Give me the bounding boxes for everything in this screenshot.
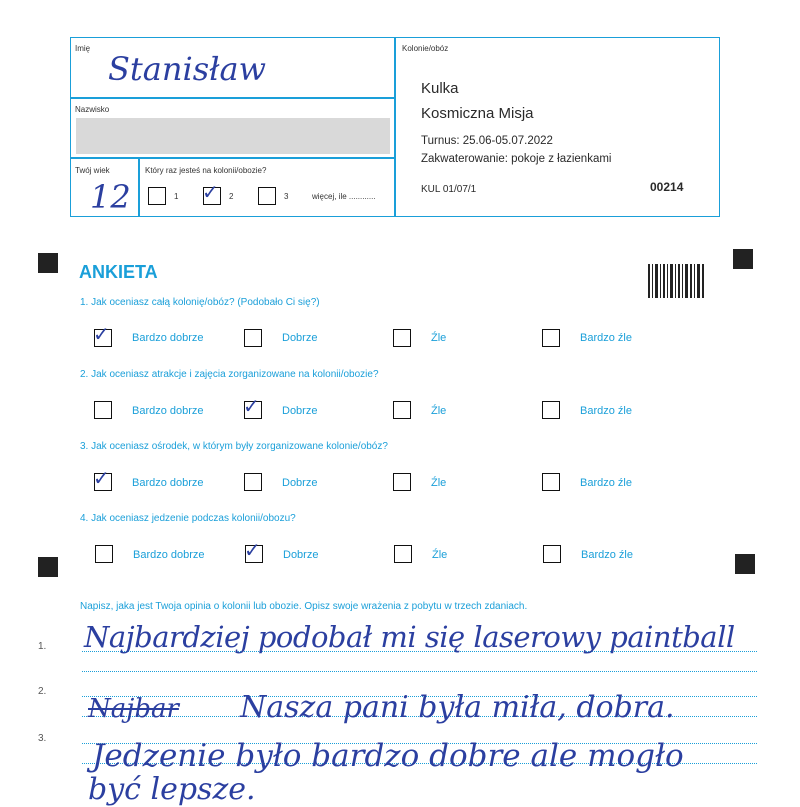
line-number: 2. xyxy=(38,686,47,697)
q2-option-label: Źle xyxy=(431,405,447,417)
wiecej-label: więcej, ile ............ xyxy=(312,192,376,201)
q2-dobrze-checkbox[interactable] xyxy=(243,394,262,419)
q1-bardzo-dobrze-checkbox[interactable] xyxy=(93,322,112,347)
header-row-line xyxy=(70,97,395,99)
ktory-raz-option-2: 2 xyxy=(229,192,234,201)
q3-option-label: Bardzo źle xyxy=(580,477,632,489)
opinion-line-3[interactable]: Jedzenie było bardzo dobre ale mogło xyxy=(92,738,684,774)
form-number: 00214 xyxy=(650,180,684,194)
q2-bardzo-dobrze-checkbox[interactable] xyxy=(94,401,112,419)
q2-zle-checkbox[interactable] xyxy=(393,401,411,419)
imie-label: Imię xyxy=(75,44,91,53)
ktory-raz-label: Który raz jesteś na kolonii/obozie? xyxy=(145,166,267,175)
q1-zle-checkbox[interactable] xyxy=(393,329,411,347)
wiek-label: Twój wiek xyxy=(75,166,110,175)
header-divider xyxy=(394,37,396,217)
ktory-raz-option-3: 3 xyxy=(284,192,289,201)
check-mark-icon: ✓ xyxy=(93,322,110,346)
barcode-icon xyxy=(648,264,704,298)
q4-option-label: Źle xyxy=(432,549,448,561)
turnus: Turnus: 25.06-05.07.2022 xyxy=(421,135,553,147)
opinion-line-4[interactable]: być lepsze. xyxy=(88,772,256,807)
q3-dobrze-checkbox[interactable] xyxy=(244,473,262,491)
nazwisko-label: Nazwisko xyxy=(75,105,110,114)
check-mark-icon: ✓ xyxy=(202,180,219,204)
q4-option-label: Dobrze xyxy=(283,549,319,561)
q4-option-label: Bardzo źle xyxy=(581,549,633,561)
check-mark-icon: ✓ xyxy=(243,394,260,418)
line-number: 1. xyxy=(38,641,47,652)
kolonie-name2: Kosmiczna Misja xyxy=(421,105,534,122)
q3-bardzo-zle-checkbox[interactable] xyxy=(542,473,560,491)
question-2: 2. Jak oceniasz atrakcje i zajęcia zorganizowane na kolonii/obozie? xyxy=(80,369,379,380)
q4-dobrze-checkbox[interactable] xyxy=(244,538,263,563)
q4-option-label: Bardzo dobrze xyxy=(133,549,205,561)
question-3: 3. Jak oceniasz ośrodek, w którym były zorganizowane kolonie/obóz? xyxy=(80,441,388,452)
ktory-raz-checkbox-1[interactable] xyxy=(148,187,166,205)
q1-dobrze-checkbox[interactable] xyxy=(244,329,262,347)
q3-option-label: Bardzo dobrze xyxy=(132,477,204,489)
q3-option-label: Dobrze xyxy=(282,477,318,489)
opinion-line-2[interactable]: Nasza pani była miła, dobra. xyxy=(240,690,675,725)
q1-option-label: Źle xyxy=(431,332,447,344)
survey-title: ANKIETA xyxy=(79,262,158,282)
kolonie-code: KUL 01/07/1 xyxy=(421,184,477,195)
ktory-raz-checkbox-2[interactable] xyxy=(202,180,221,205)
kolonie-label: Kolonie/obóz xyxy=(402,44,449,53)
header-row-line xyxy=(70,157,395,159)
q1-option-label: Dobrze xyxy=(282,332,318,344)
header-cell-line xyxy=(138,157,140,217)
zakwaterowanie: Zakwaterowanie: pokoje z łazienkami xyxy=(421,153,612,165)
nazwisko-redacted xyxy=(76,118,390,154)
q3-zle-checkbox[interactable] xyxy=(393,473,411,491)
wiek-value[interactable]: 12 xyxy=(90,178,131,216)
q2-option-label: Bardzo źle xyxy=(580,405,632,417)
q4-bardzo-dobrze-checkbox[interactable] xyxy=(95,545,113,563)
writing-line xyxy=(82,671,757,672)
imie-value[interactable]: Stanisław xyxy=(108,50,266,88)
opinion-line-2-struck: Najbar xyxy=(88,694,179,724)
check-mark-icon: ✓ xyxy=(93,466,110,490)
opinion-line-1[interactable]: Najbardziej podobał mi się laserowy paintball xyxy=(84,620,735,654)
opinion-prompt: Napisz, jaka jest Twoja opinia o kolonii lub obozie. Opisz swoje wrażenia z pobytu w trzech zdaniach. xyxy=(80,601,528,612)
ktory-raz-checkbox-3[interactable] xyxy=(258,187,276,205)
q4-zle-checkbox[interactable] xyxy=(394,545,412,563)
question-4: 4. Jak oceniasz jedzenie podczas kolonii/obozu? xyxy=(80,513,296,524)
q4-bardzo-zle-checkbox[interactable] xyxy=(543,545,561,563)
q2-option-label: Bardzo dobrze xyxy=(132,405,204,417)
q3-option-label: Źle xyxy=(431,477,447,489)
ktory-raz-option-1: 1 xyxy=(174,192,179,201)
registration-marker xyxy=(733,249,753,269)
check-mark-icon: ✓ xyxy=(244,538,261,562)
question-1: 1. Jak oceniasz całą kolonię/obóz? (Podobało Ci się?) xyxy=(80,297,320,308)
registration-marker xyxy=(38,557,58,577)
line-number: 3. xyxy=(38,733,47,744)
q2-option-label: Dobrze xyxy=(282,405,318,417)
q2-bardzo-zle-checkbox[interactable] xyxy=(542,401,560,419)
q1-bardzo-zle-checkbox[interactable] xyxy=(542,329,560,347)
registration-marker xyxy=(38,253,58,273)
registration-marker xyxy=(735,554,755,574)
q1-option-label: Bardzo źle xyxy=(580,332,632,344)
q3-bardzo-dobrze-checkbox[interactable] xyxy=(93,466,112,491)
kolonie-name1: Kulka xyxy=(421,80,459,97)
q1-option-label: Bardzo dobrze xyxy=(132,332,204,344)
